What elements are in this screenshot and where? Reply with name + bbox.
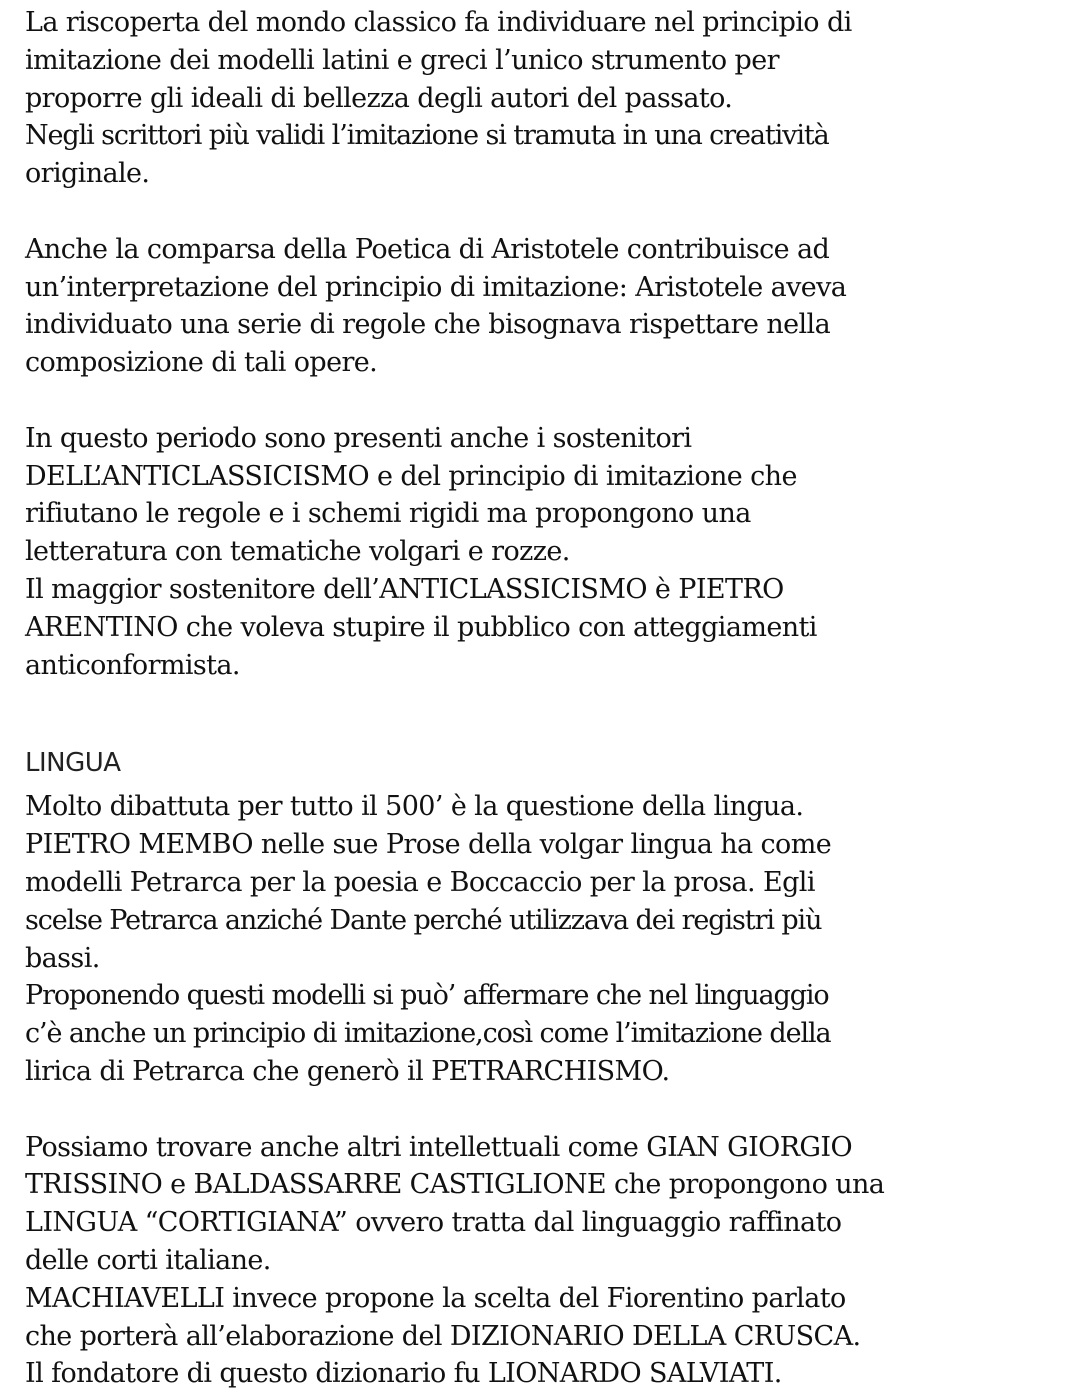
text-line: DELL’ANTICLASSICISMO e del principio di imitazione che <box>25 460 797 492</box>
text-line: delle corti italiane. <box>25 1244 271 1276</box>
text-line: Negli scrittori più validi l’imitazione si tramuta in una creatività <box>25 120 829 152</box>
document-page <box>25 4 1065 1393</box>
text-line: MACHIAVELLI invece propone la scelta del Fiorentino parlato <box>25 1282 846 1314</box>
text-line: che porterà all’elaborazione del DIZIONARIO DELLA CRUSCA. <box>25 1320 861 1352</box>
text-line: rifiutano le regole e i schemi rigidi ma propongono una <box>25 498 751 530</box>
paragraph-language-question <box>25 788 1065 1090</box>
text-line: scelse Petrarca anziché Dante perché utilizzava dei registri più <box>25 904 822 936</box>
section-gap <box>25 684 1065 740</box>
paragraph-gap <box>25 193 1065 231</box>
text-line: PIETRO MEMBO nelle sue Prose della volgar lingua ha come <box>25 829 832 861</box>
paragraph-anticlassicism <box>25 420 1065 685</box>
paragraph-gap <box>25 382 1065 420</box>
text-line: ARENTINO che voleva stupire il pubblico con atteggiamenti <box>25 611 817 643</box>
section-heading-lingua: LINGUA <box>25 748 121 779</box>
text-line: Anche la comparsa della Poetica di Aristotele contribuisce ad <box>25 233 830 265</box>
text-line: TRISSINO e BALDASSARRE CASTIGLIONE che propongono una <box>25 1169 885 1201</box>
text-line: modelli Petrarca per la poesia e Boccaccio per la prosa. Egli <box>25 866 815 898</box>
paragraph-other-intellectuals <box>25 1129 1065 1394</box>
text-line: imitazione dei modelli latini e greci l’unico strumento per <box>25 44 779 76</box>
text-line: Il fondatore di questo dizionario fu LIONARDO SALVIATI. <box>25 1358 782 1390</box>
text-line: proporre gli ideali di bellezza degli autori del passato. <box>25 82 733 114</box>
text-line: individuato una serie di regole che bisognava rispettare nella <box>25 309 831 341</box>
text-line: In questo periodo sono presenti anche i sostenitori <box>25 422 692 454</box>
text-line: Il maggior sostenitore dell’ANTICLASSICISMO è PIETRO <box>25 573 784 605</box>
text-line: Proponendo questi modelli si può’ affermare che nel linguaggio <box>25 980 829 1012</box>
text-line: un’interpretazione del principio di imitazione: Aristotele aveva <box>25 271 847 303</box>
paragraph-renaissance-imitation <box>25 4 1065 193</box>
paragraph-aristotle-poetics <box>25 231 1065 382</box>
paragraph-gap <box>25 1091 1065 1129</box>
text-line: originale. <box>25 158 150 190</box>
text-line: lirica di Petrarca che generò il PETRARCHISMO. <box>25 1055 670 1087</box>
text-line: Molto dibattuta per tutto il 500’ è la questione della lingua. <box>25 791 804 823</box>
text-line: La riscoperta del mondo classico fa individuare nel principio di <box>25 7 852 38</box>
text-line: bassi. <box>25 942 100 974</box>
text-line: composizione di tali opere. <box>25 347 378 379</box>
text-line: letteratura con tematiche volgari e rozze. <box>25 536 570 568</box>
text-line: Possiamo trovare anche altri intellettuali come GIAN GIORGIO <box>25 1131 852 1163</box>
text-line: c’è anche un principio di imitazione,così come l’imitazione della <box>25 1018 831 1050</box>
text-line: anticonformista. <box>25 649 240 681</box>
text-line: LINGUA “CORTIGIANA” ovvero tratta dal linguaggio raffinato <box>25 1207 842 1239</box>
